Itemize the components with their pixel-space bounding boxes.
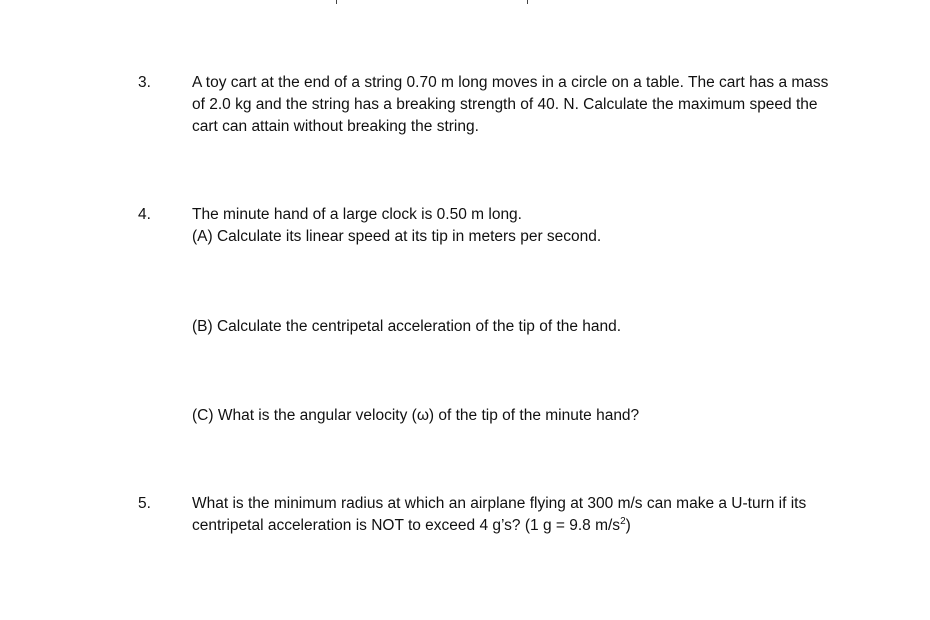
- problem-line: A toy cart at the end of a string 0.70 m long moves in a circle on a table. The cart has a mass: [192, 74, 829, 91]
- problem-text: [192, 204, 882, 248]
- problem-line: [192, 515, 882, 537]
- problem-line: cart can attain without breaking the string.: [192, 118, 479, 135]
- problem-text: [192, 72, 882, 138]
- problem-line: of 2.0 kg and the string has a breaking strength of 40. N. Calculate the maximum speed the: [192, 96, 818, 113]
- problem-number: 5.: [138, 495, 151, 512]
- problem-line: What is the minimum radius at which an airplane flying at 300 m/s can make a U-turn if its: [192, 495, 807, 512]
- problem-line-end: ): [625, 517, 631, 534]
- problem-line-main: centripetal acceleration is NOT to exceed 4 g’s? (1 g = 9.8 m/s: [192, 517, 621, 534]
- problem-text: [192, 493, 882, 537]
- problem-part-c: (C) What is the angular velocity (ω) of the tip of the minute hand?: [192, 407, 640, 424]
- problem-line: The minute hand of a large clock is 0.50 m long.: [192, 206, 522, 223]
- problem-number: 4.: [138, 206, 151, 223]
- problem-number: 3.: [138, 74, 151, 91]
- problem-part-b: (B) Calculate the centripetal acceleration of the tip of the hand.: [192, 318, 622, 335]
- problem-part-a: (A) Calculate its linear speed at its tip in meters per second.: [192, 228, 602, 245]
- cropped-top-text-remnant: [0, 0, 930, 6]
- superscript-exponent: 2: [620, 515, 626, 527]
